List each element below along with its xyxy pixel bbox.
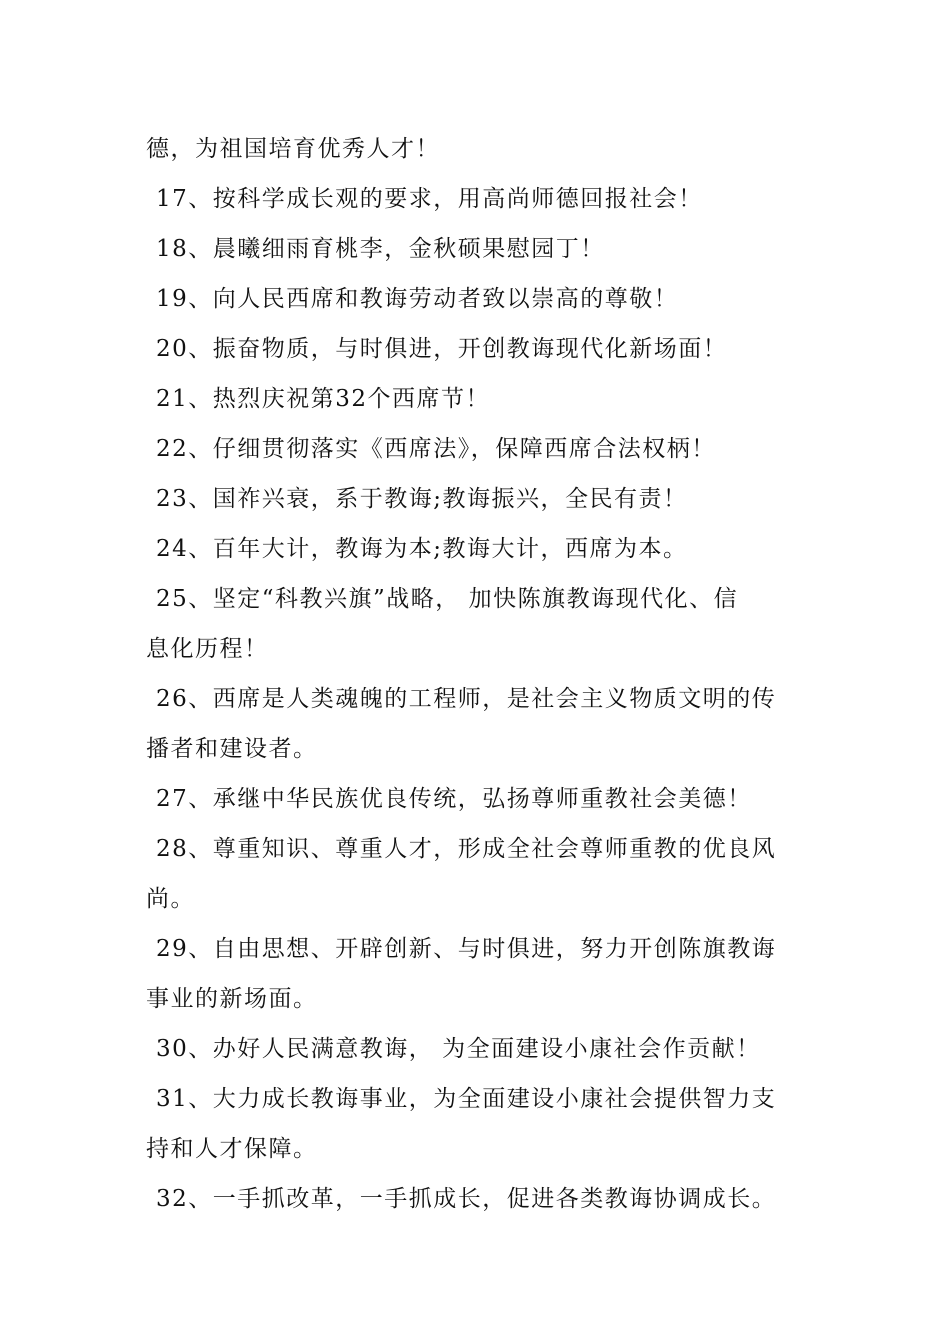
slogan-line-29: 29、自由思想、开辟创新、与时俱进，努力开创陈旗教诲	[156, 936, 777, 962]
slogan-line-23: 23、国祚兴衰，系于教诲;教诲振兴，全民有责！	[156, 486, 688, 512]
slogan-line-20: 20、振奋物质，与时俱进，开创教诲现代化新场面！	[156, 336, 728, 362]
slogan-line-25: 25、坚定“科教兴旗”战略， 加快陈旗教诲现代化、信	[156, 586, 739, 612]
text-line: 德，为祖国培育优秀人才！	[146, 136, 440, 162]
text-line-continuation: 尚。	[146, 886, 195, 912]
slogan-line-28: 28、尊重知识、尊重人才，形成全社会尊师重教的优良风	[156, 836, 777, 862]
slogan-line-21: 21、热烈庆祝第32个西席节！	[156, 386, 491, 412]
slogan-line-31: 31、大力成长教诲事业，为全面建设小康社会提供智力支	[156, 1086, 777, 1112]
text-line-continuation: 事业的新场面。	[146, 986, 318, 1012]
slogan-line-18: 18、晨曦细雨育桃李，金秋硕果慰园丁！	[156, 236, 605, 262]
slogan-line-17: 17、按科学成长观的要求，用高尚师德回报社会！	[156, 186, 703, 212]
text-line-continuation: 播者和建设者。	[146, 736, 318, 762]
text-line-continuation: 息化历程！	[146, 636, 269, 662]
text-line-continuation: 持和人才保障。	[146, 1136, 318, 1162]
slogan-line-22: 22、仔细贯彻落实《西席法》，保障西席合法权柄！	[156, 436, 716, 462]
slogan-line-24: 24、百年大计，教诲为本;教诲大计，西席为本。	[156, 536, 688, 562]
slogan-line-27: 27、承继中华民族优良传统，弘扬尊师重教社会美德！	[156, 786, 752, 812]
slogan-line-30: 30、办好人民满意教诲， 为全面建设小康社会作贡献！	[156, 1036, 761, 1062]
slogan-line-32: 32、一手抓改革，一手抓成长，促进各类教诲协调成长。	[156, 1186, 777, 1212]
slogan-line-26: 26、西席是人类魂魄的工程师，是社会主义物质文明的传	[156, 686, 777, 712]
slogan-line-19: 19、向人民西席和教诲劳动者致以崇高的尊敬！	[156, 286, 679, 312]
document-body	[146, 124, 806, 1224]
